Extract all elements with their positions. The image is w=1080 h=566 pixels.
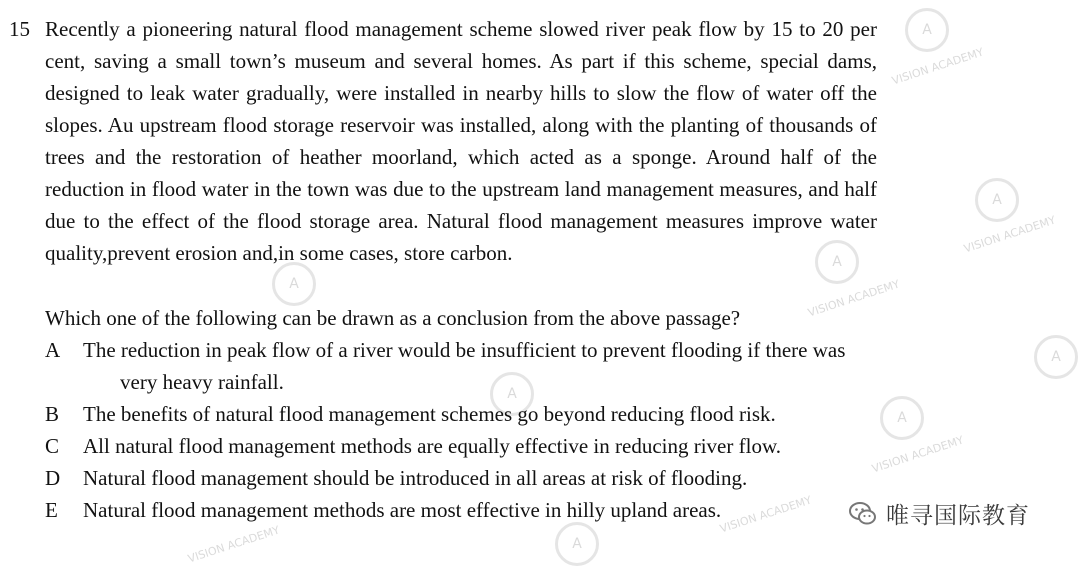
question-passage: Recently a pioneering natural flood management scheme slowed river peak flow by 15 to 20 per cent, saving a small town’s museum and several homes. As part if this scheme, special dams, designed to leak water gradually, were installed in nearby hills to slow the flow of water off the slopes. Au upstream flood storage reservoir was installed, along with the planting of thousands of trees and the restoration of heather moorland, which acted as a sponge. Around half of the reduction in flood water in the town was due to the upstream land management measures, and half due to the effect of the flood storage area. Natural flood management measures improve water quality,prevent erosion and,in some cases, store carbon. [45, 17, 877, 265]
option-text: All natural flood management methods are equally effective in reducing river flow. [83, 434, 781, 458]
watermark-text: VISION ACADEMY [962, 213, 1058, 256]
option-letter: E [45, 498, 58, 522]
watermark-logo-icon: A [272, 262, 316, 306]
watermark-logo-icon: A [490, 372, 534, 416]
watermark-text: VISION ACADEMY [890, 45, 986, 88]
option-b[interactable] [45, 398, 877, 430]
watermark-text: VISION ACADEMY [870, 433, 966, 476]
wechat-icon [848, 499, 878, 529]
brand-badge [848, 497, 1030, 530]
option-text: Natural flood management methods are most effective in hilly upland areas. [83, 498, 722, 522]
option-e[interactable] [45, 494, 877, 526]
watermark-logo-icon: A [975, 178, 1019, 222]
option-letter: C [45, 434, 60, 458]
watermark-logo-icon: A [880, 396, 924, 440]
watermark-logo-icon: A [555, 522, 599, 566]
option-text: The reduction in peak flow of a river would be insufficient to prevent flooding if there was [83, 338, 846, 362]
watermark-text: VISION ACADEMY [186, 523, 282, 566]
option-c[interactable] [45, 430, 877, 462]
option-d[interactable] [45, 462, 877, 494]
option-letter: A [45, 338, 61, 362]
option-text: The benefits of natural flood management schemes go beyond reducing flood risk. [83, 402, 776, 426]
option-letter: B [45, 402, 60, 426]
option-text-continued: very heavy rainfall. [120, 370, 284, 394]
watermark-logo-icon: A [815, 240, 859, 284]
brand-label: 唯寻国际教育 [886, 503, 1030, 529]
option-text: Natural flood management should be introduced in all areas at risk of flooding. [83, 466, 748, 490]
option-a[interactable] [45, 334, 877, 398]
watermark-text: VISION ACADEMY [718, 493, 814, 536]
watermark-logo-icon: A [905, 8, 949, 52]
option-letter: D [45, 466, 61, 490]
watermark-logo-icon: A [1034, 335, 1078, 379]
question-prompt: Which one of the following can be drawn as a conclusion from the above passage? [45, 306, 741, 330]
watermark-text: VISION ACADEMY [806, 277, 902, 320]
question-number: 15 [9, 17, 30, 41]
answer-options [45, 334, 877, 526]
